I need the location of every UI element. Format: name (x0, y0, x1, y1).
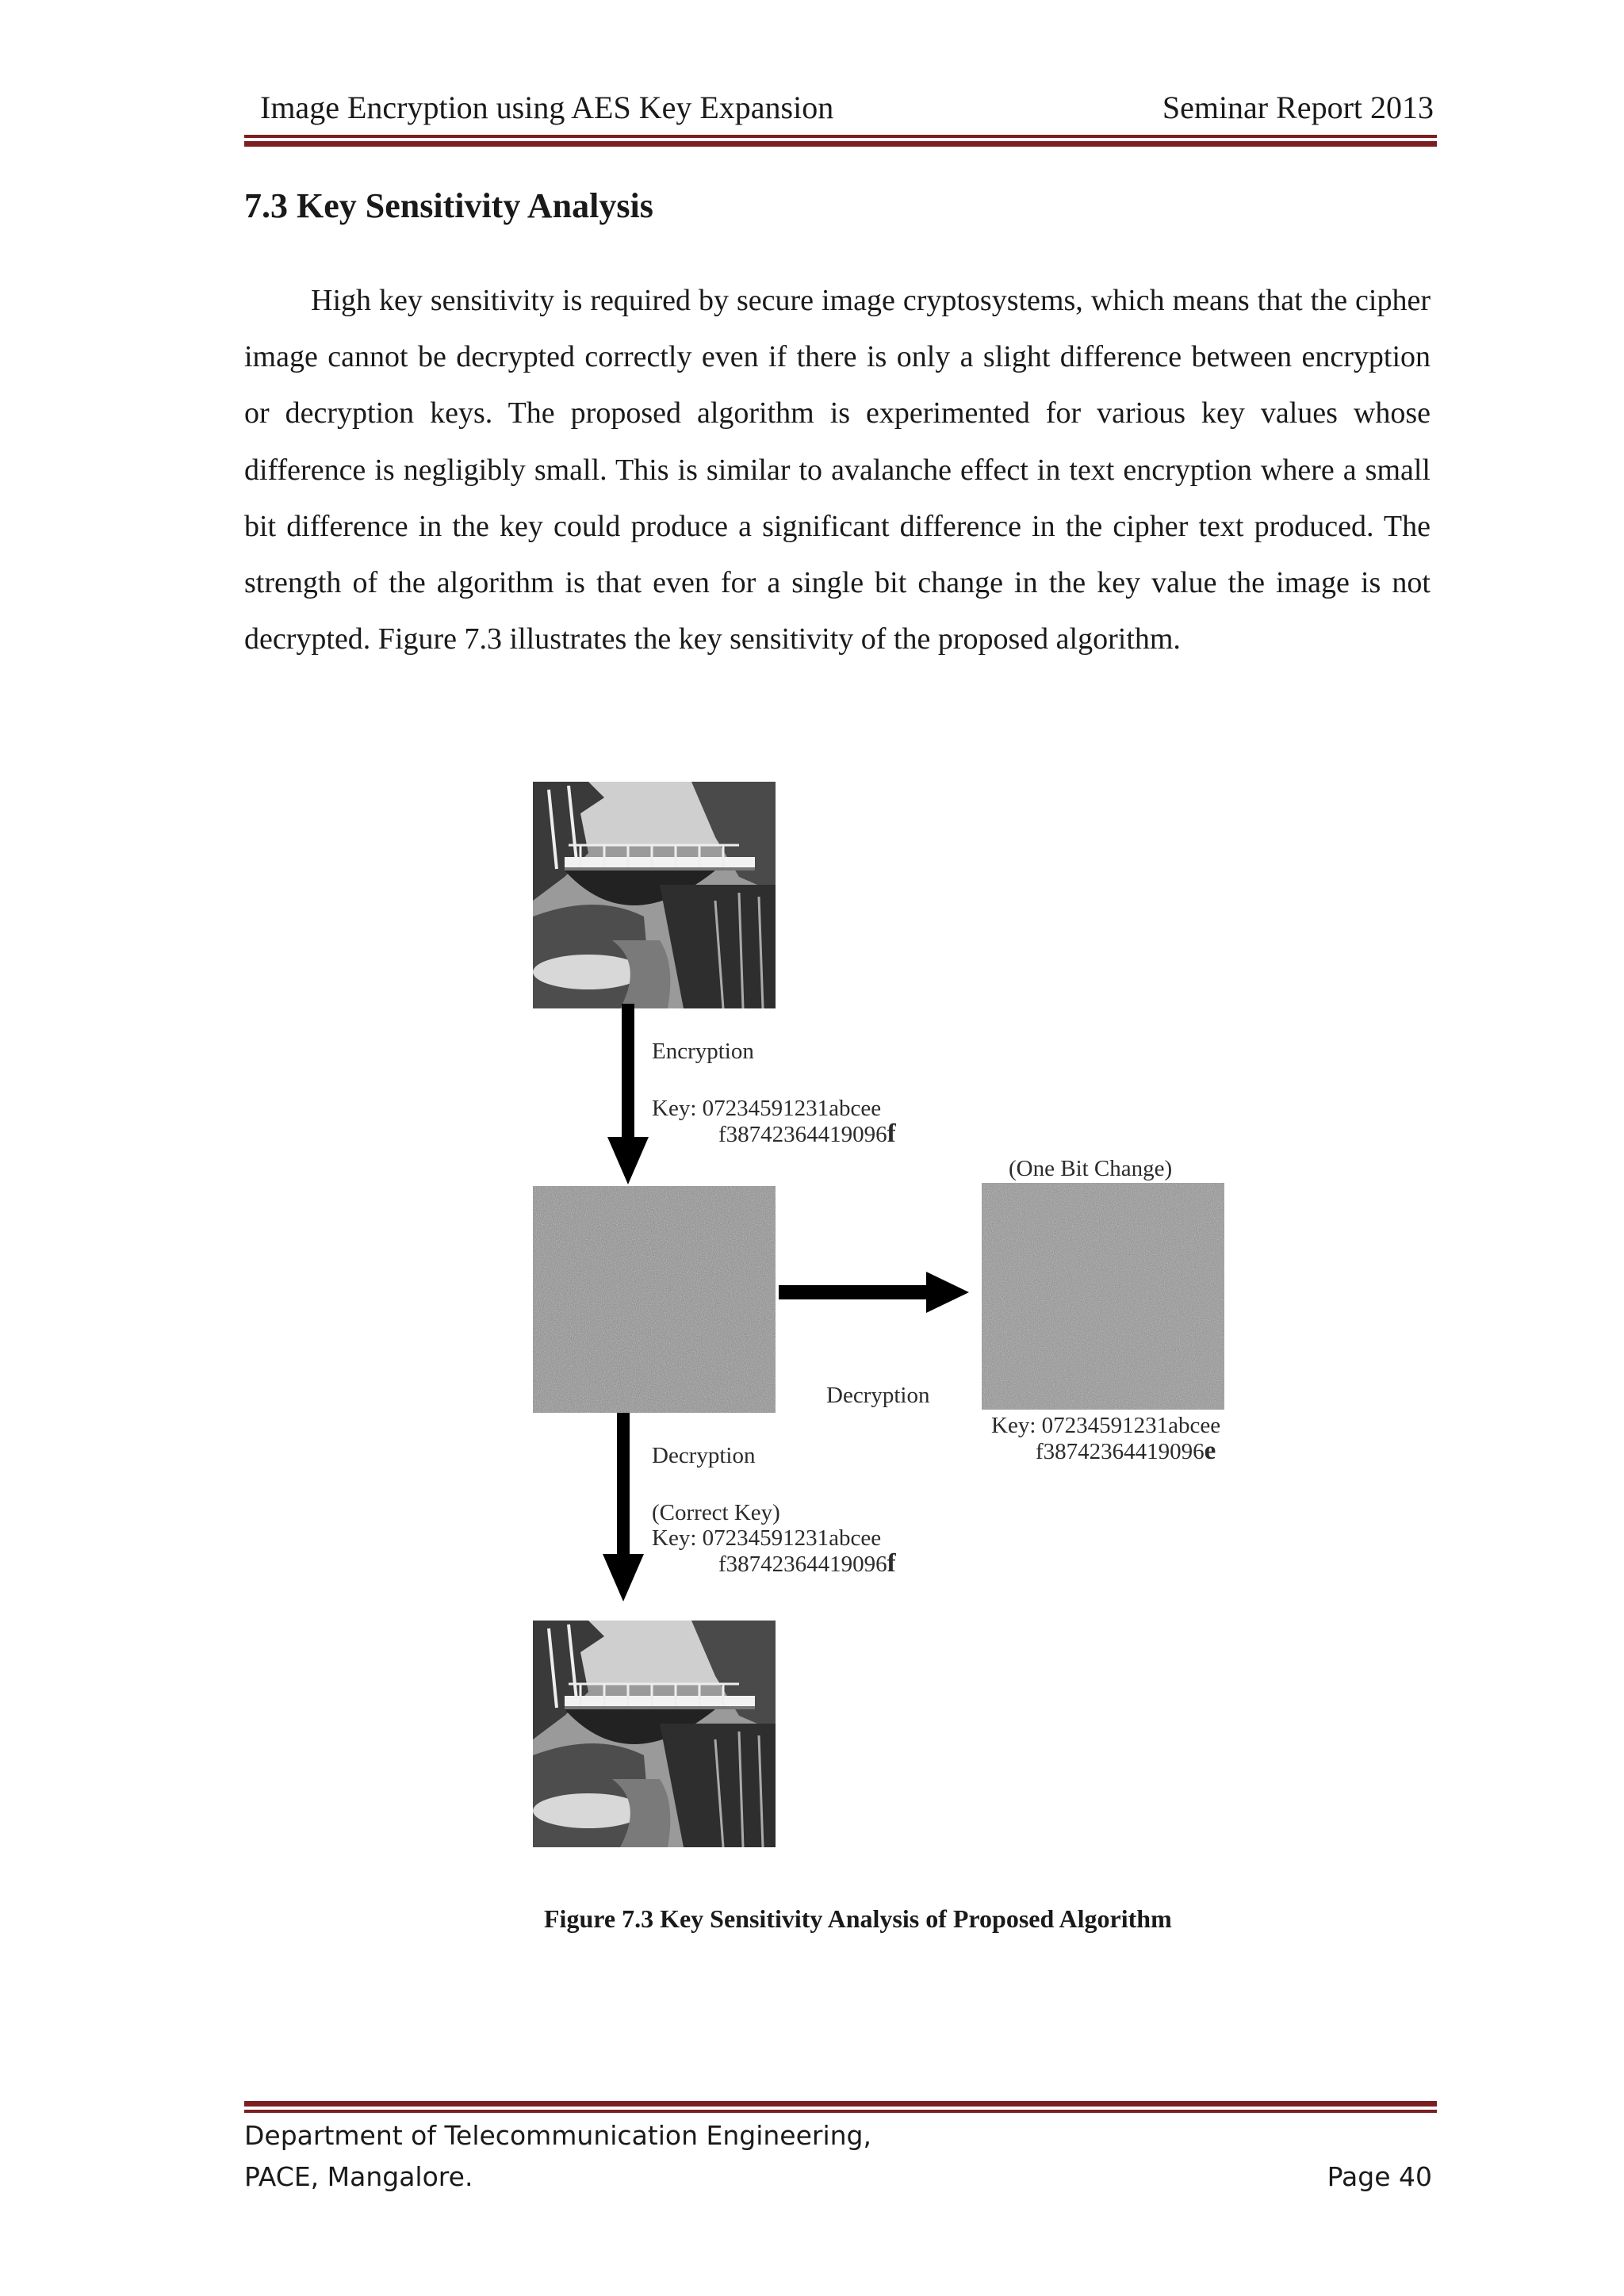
encryption-key-last-bit: f (887, 1119, 896, 1148)
section-heading: 7.3 Key Sensitivity Analysis (244, 186, 653, 225)
wrong-key-line2 (1036, 1437, 1216, 1466)
encryption-label: Encryption (652, 1039, 754, 1064)
correct-key-label: (Correct Key) (652, 1500, 780, 1525)
cipher-image (533, 1186, 776, 1413)
encryption-arrow (604, 1004, 652, 1186)
encryption-key-prefix: f38742364419096 (718, 1122, 887, 1147)
correct-key-last-bit: f (887, 1549, 896, 1578)
decrypted-bridge-image (533, 1621, 776, 1847)
figure-key-sensitivity (523, 774, 1269, 1860)
right-decryption-label: Decryption (826, 1383, 930, 1408)
original-bridge-image (533, 782, 776, 1008)
header-report-label: Seminar Report 2013 (1162, 90, 1434, 125)
figure-caption: Figure 7.3 Key Sensitivity Analysis of Proposed Algorithm (544, 1904, 1172, 1933)
wrong-key-last-bit: e (1204, 1437, 1216, 1465)
header-rule-top (244, 135, 1437, 138)
decryption-down-arrow (599, 1413, 647, 1603)
decryption-right-arrow (779, 1269, 969, 1316)
wrong-key-decrypted-image (982, 1183, 1224, 1410)
footer-department (244, 2115, 871, 2198)
header-rule-bottom (244, 141, 1437, 147)
encryption-key-line2 (718, 1119, 896, 1149)
footer-line1: Department of Telecommunication Engineering, (244, 2120, 871, 2151)
correct-key-line2 (718, 1549, 896, 1578)
footer-rule-top (244, 2101, 1437, 2107)
footer-rule-bottom (244, 2110, 1437, 2113)
header-title: Image Encryption using AES Key Expansion (260, 90, 834, 125)
page-number: Page 40 (1327, 2161, 1432, 2192)
down-decryption-label: Decryption (652, 1443, 756, 1468)
correct-key-prefix: f38742364419096 (718, 1552, 887, 1577)
encryption-key-line1: Key: 07234591231abcee (652, 1096, 882, 1121)
one-bit-change-label: (One Bit Change) (1009, 1156, 1173, 1181)
correct-key-line1: Key: 07234591231abcee (652, 1525, 882, 1551)
body-paragraph: High key sensitivity is required by secure image cryptosystems, which means that the cipher image cannot be decrypted correctly even if there is only a slight difference between encryption or decryption keys. The proposed algorithm is experimented for various key values whose difference is negligibly small. This is similar to avalanche effect in text encryption where a small bit difference in the key could produce a significant difference in the cipher text produced. The strength of the algorithm is that even for a single bit change in the key value the image is not decrypted. Figure 7.3 illustrates the key sensitivity of the proposed algorithm. (244, 284, 1431, 656)
footer-line2: PACE, Mangalore. (244, 2161, 473, 2192)
wrong-key-prefix: f38742364419096 (1036, 1439, 1205, 1464)
wrong-key-line1: Key: 07234591231abcee (991, 1413, 1221, 1438)
